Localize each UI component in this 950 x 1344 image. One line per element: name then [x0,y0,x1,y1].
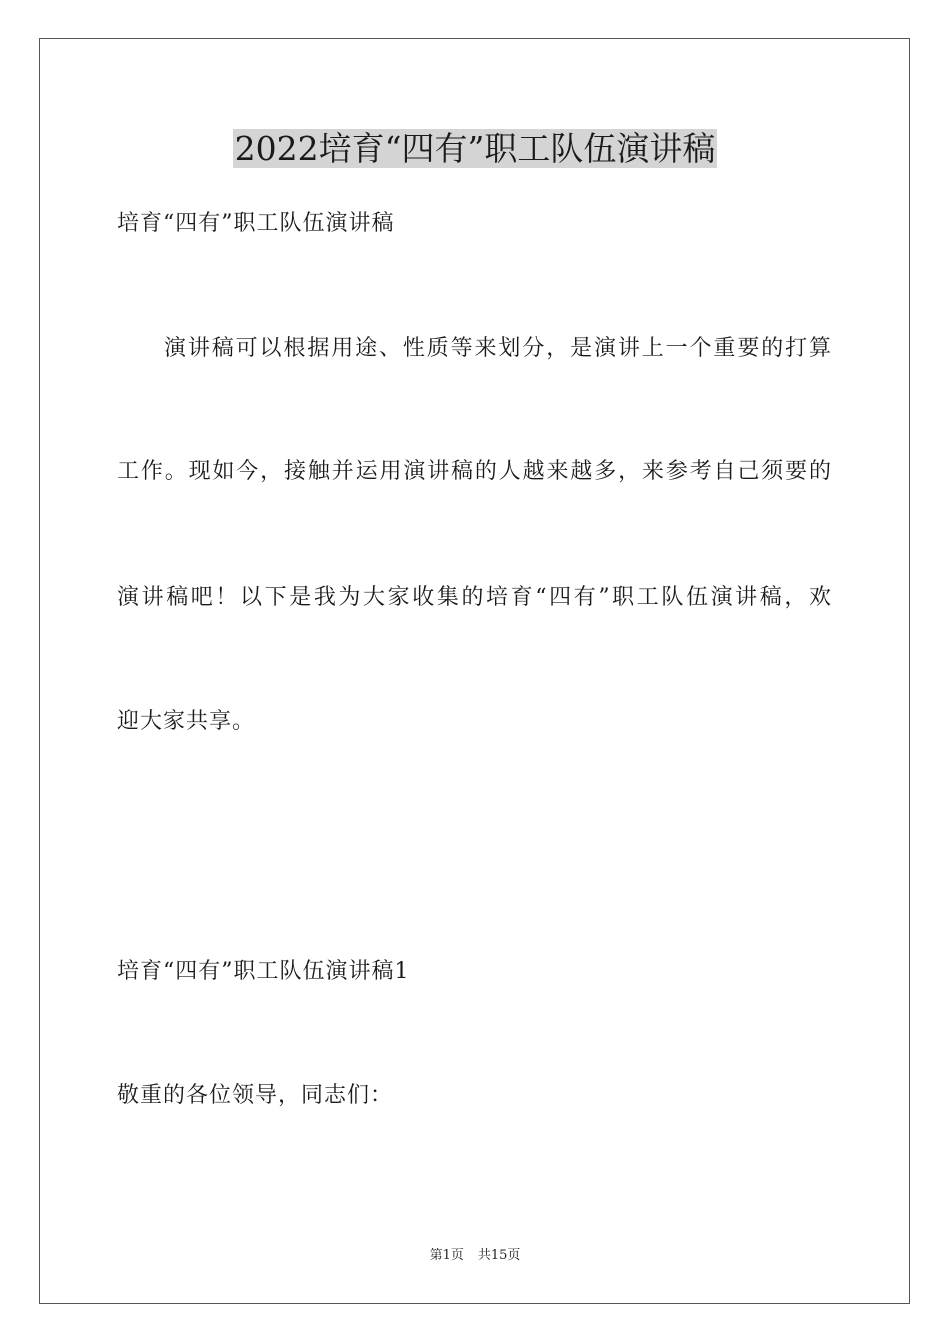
page-number: 第1页 [429,1248,464,1263]
intro-line-1: 演讲稿可以根据用途、性质等来划分，是演讲上一个重要的打算 [164,336,832,361]
page-total: 共15页 [477,1248,521,1263]
document-title [0,127,950,171]
intro-line-4: 迎大家共享。 [117,709,256,734]
intro-line-2: 工作。现如今，接触并运用演讲稿的人越来越多，来参考自己须要的 [117,459,832,484]
intro-line-3: 演讲稿吧！以下是我为大家收集的培育“四有”职工队伍演讲稿，欢 [117,585,832,610]
document-title-text: 2022培育“四有”职工队伍演讲稿 [234,129,716,168]
salutation: 敬重的各位领导，同志们： [117,1083,394,1108]
document-subtitle: 培育“四有”职工队伍演讲稿 [117,211,395,236]
page-footer [0,1247,950,1265]
section-heading: 培育“四有”职工队伍演讲稿1 [117,959,410,984]
